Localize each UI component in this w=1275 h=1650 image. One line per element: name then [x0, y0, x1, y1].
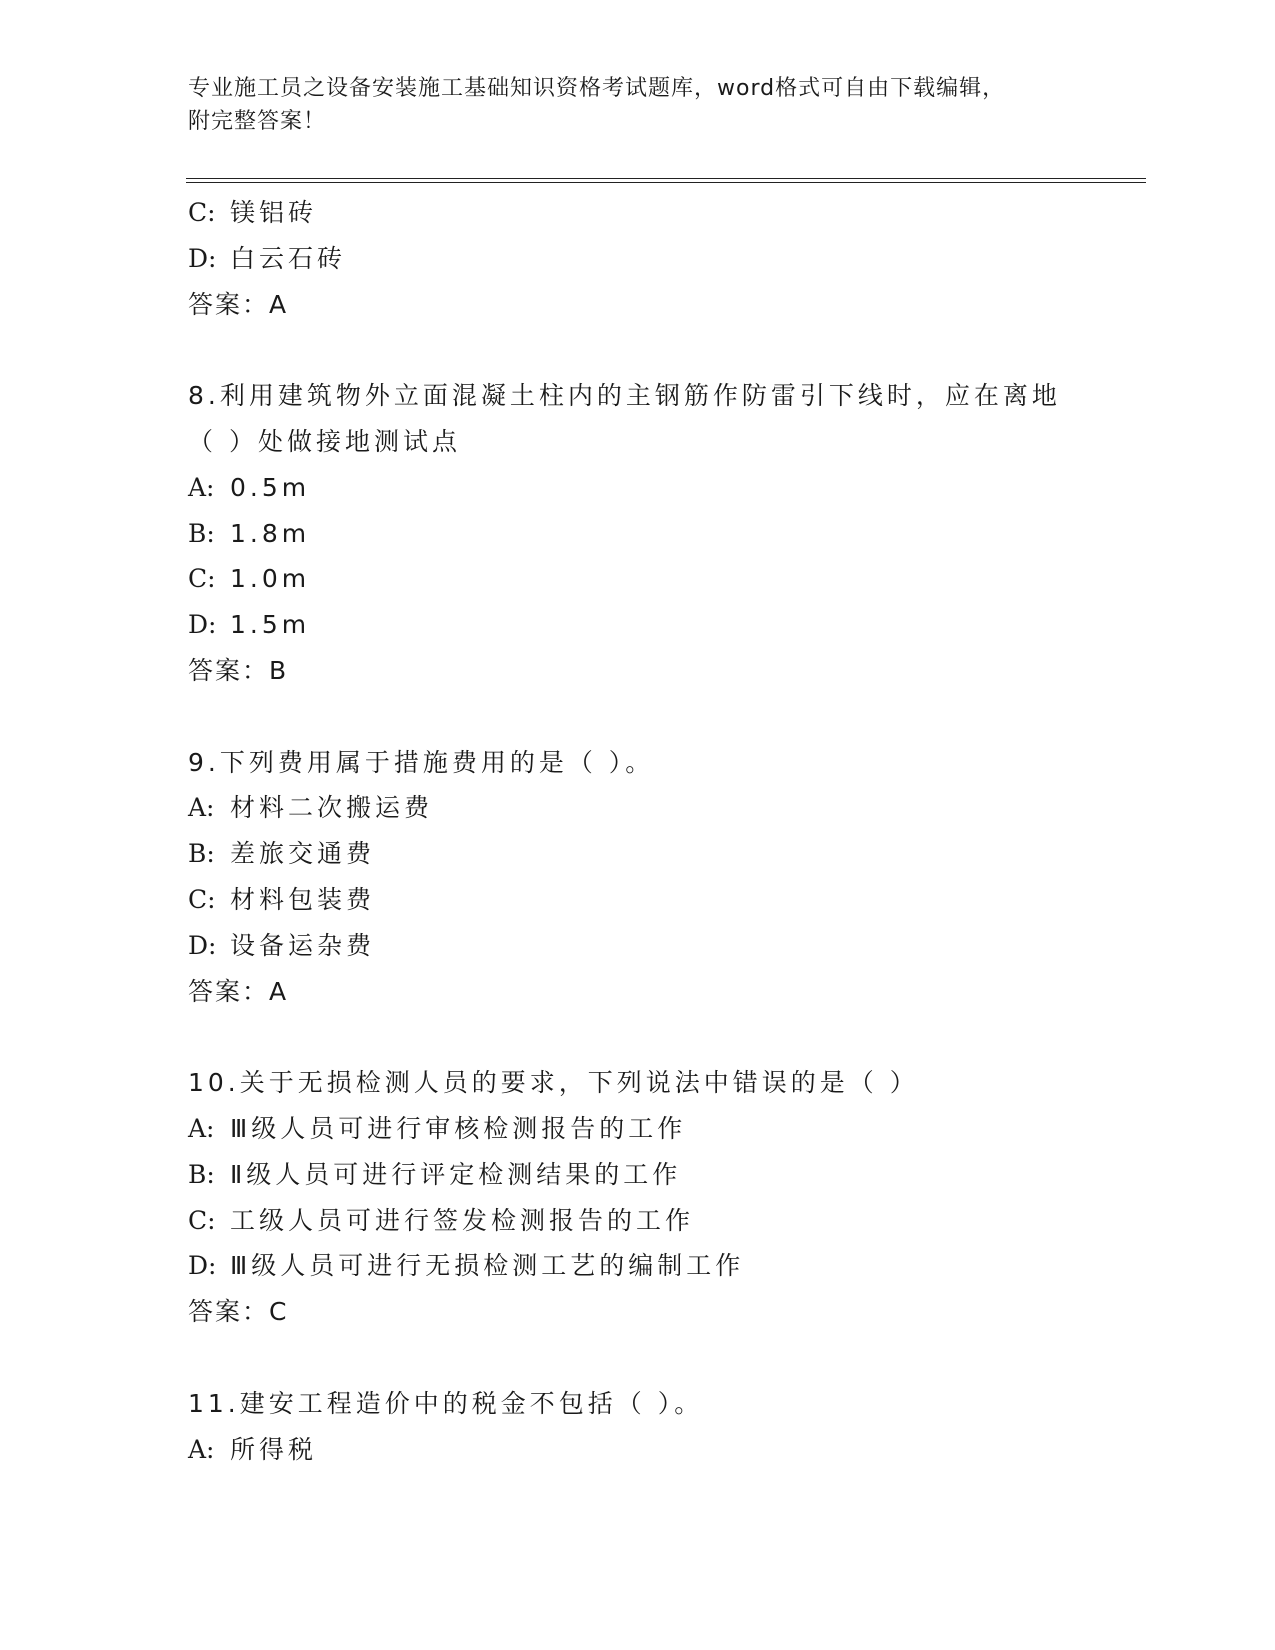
option-letter: A:: [188, 793, 215, 823]
spacer: [188, 694, 1148, 740]
option-letter: A:: [188, 472, 215, 502]
document-header: [188, 72, 1088, 138]
header-line-1: 专业施工员之设备安装施工基础知识资格考试题库，word格式可自由下载编辑，: [188, 76, 1006, 101]
option-row: [188, 465, 1148, 511]
question-text: 10.关于无损检测人员的要求，下列说法中错误的是（ ）: [188, 1068, 919, 1098]
option-text: 所得税: [230, 1434, 318, 1464]
answer-line: 答案：B: [188, 655, 289, 685]
option-text: 材料二次搬运费: [230, 793, 434, 823]
question-10: [188, 1060, 1148, 1335]
option-text: 差旅交通费: [230, 839, 376, 869]
option-letter: B:: [188, 518, 215, 548]
option-row: [188, 511, 1148, 557]
question-text-continued: （ ）处做接地测试点: [188, 426, 461, 456]
option-letter: C:: [188, 1205, 216, 1235]
spacer: [188, 1335, 1148, 1381]
option-text: 镁铝砖: [230, 198, 318, 227]
option-letter: D:: [188, 930, 217, 960]
question-8: [188, 373, 1148, 694]
option-letter: D:: [188, 243, 217, 273]
option-text: 1.8m: [230, 518, 311, 548]
option-row: [188, 785, 1148, 831]
spacer: [188, 1014, 1148, 1060]
option-text: 工级人员可进行签发检测报告的工作: [230, 1205, 695, 1235]
option-text: 白云石砖: [230, 243, 347, 273]
option-letter: A:: [188, 1113, 215, 1143]
option-row: [188, 1427, 1148, 1473]
question-9: [188, 740, 1148, 1015]
answer-line: 答案：C: [188, 1297, 289, 1327]
header-divider-bottom: [186, 182, 1146, 183]
spacer: [188, 327, 1148, 373]
option-letter: D:: [188, 610, 217, 640]
question-text: 11.建安工程造价中的税金不包括（ ）。: [188, 1388, 704, 1418]
option-row: [188, 236, 1148, 282]
answer-line: 答案：A: [188, 289, 289, 319]
option-letter: A:: [188, 1434, 215, 1464]
answer-line: 答案：A: [188, 976, 289, 1006]
header-line-2: 附完整答案！: [188, 109, 327, 134]
option-text: Ⅲ级人员可进行无损检测工艺的编制工作: [230, 1251, 745, 1281]
option-row: [188, 1106, 1148, 1152]
option-row: [188, 556, 1148, 602]
question-text: 9.下列费用属于措施费用的是（ ）。: [188, 747, 655, 777]
question-7-tail: [188, 190, 1148, 327]
option-row: [188, 923, 1148, 969]
option-letter: D:: [188, 1251, 217, 1281]
option-row: [188, 602, 1148, 648]
question-text: 8.利用建筑物外立面混凝土柱内的主钢筋作防雷引下线时，应在离地: [188, 381, 1061, 411]
option-text: 1.0m: [230, 564, 311, 594]
document-body: [188, 190, 1148, 1472]
option-row: [188, 831, 1148, 877]
option-text: 材料包装费: [230, 884, 376, 914]
option-row: [188, 1243, 1148, 1289]
option-text: 1.5m: [230, 610, 311, 640]
option-text: 0.5m: [230, 472, 311, 502]
option-letter: C:: [188, 198, 216, 227]
option-row: [188, 1198, 1148, 1244]
option-row: [188, 190, 1148, 236]
option-letter: B:: [188, 1159, 215, 1189]
option-letter: C:: [188, 884, 216, 914]
option-text: 设备运杂费: [230, 930, 376, 960]
question-11: [188, 1381, 1148, 1473]
option-letter: B:: [188, 839, 215, 869]
option-row: [188, 1152, 1148, 1198]
option-text: Ⅲ级人员可进行审核检测报告的工作: [230, 1113, 687, 1143]
option-text: Ⅱ级人员可进行评定检测结果的工作: [230, 1159, 682, 1189]
option-row: [188, 877, 1148, 923]
option-letter: C:: [188, 564, 216, 594]
header-divider-top: [186, 178, 1146, 179]
